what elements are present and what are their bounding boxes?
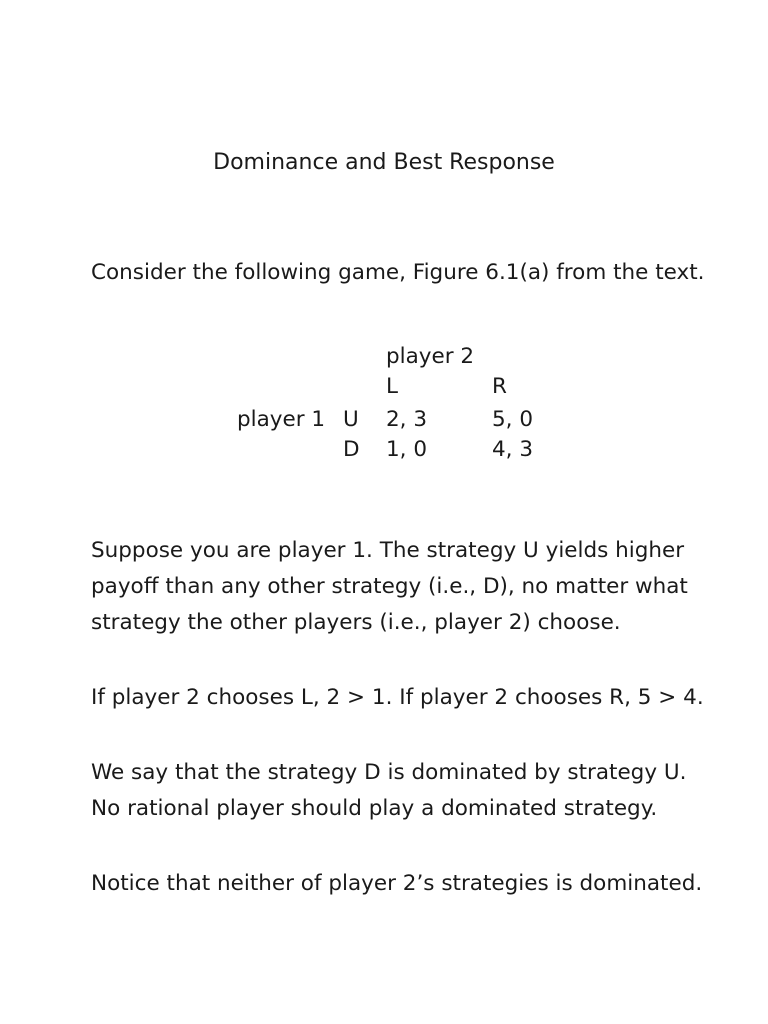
row-strategy-D: D bbox=[343, 437, 360, 462]
suppose-paragraph bbox=[91, 533, 691, 641]
dominance-paragraph bbox=[91, 755, 691, 827]
payoff-U-R: 5, 0 bbox=[492, 407, 534, 432]
payoff-D-R: 4, 3 bbox=[492, 437, 534, 462]
math-inequality: 2 > 1 bbox=[326, 685, 386, 710]
math-inequality: 5 > 4 bbox=[637, 685, 697, 710]
text-segment: If player 2 chooses L, bbox=[91, 685, 327, 710]
payoff-U-L: 2, 3 bbox=[386, 407, 428, 432]
row-player-label: player 1 bbox=[237, 407, 326, 432]
page-title: Dominance and Best Response bbox=[213, 150, 555, 175]
comparison-paragraph bbox=[91, 680, 704, 716]
intro-paragraph: Consider the following game, Figure 6.1(a) from the text. bbox=[91, 260, 705, 285]
text-line: Suppose you are player 1. The strategy U yields higher bbox=[91, 538, 685, 563]
row-strategy-U: U bbox=[343, 407, 359, 432]
column-strategy-R: R bbox=[492, 374, 507, 399]
text-line: No rational player should play a dominated strategy. bbox=[91, 796, 658, 821]
text-segment: . bbox=[696, 685, 704, 710]
column-strategy-L: L bbox=[386, 374, 398, 399]
payoff-D-L: 1, 0 bbox=[386, 437, 428, 462]
text-segment: . If player 2 chooses R, bbox=[385, 685, 638, 710]
text-line: strategy the other players (i.e., player 2) choose. bbox=[91, 610, 621, 635]
text-line: We say that the strategy D is dominated by strategy U. bbox=[91, 760, 687, 785]
column-player-label: player 2 bbox=[386, 344, 475, 369]
notice-paragraph: Notice that neither of player 2’s strategies is dominated. bbox=[91, 871, 703, 896]
text-line: payoff than any other strategy (i.e., D), no matter what bbox=[91, 574, 688, 599]
